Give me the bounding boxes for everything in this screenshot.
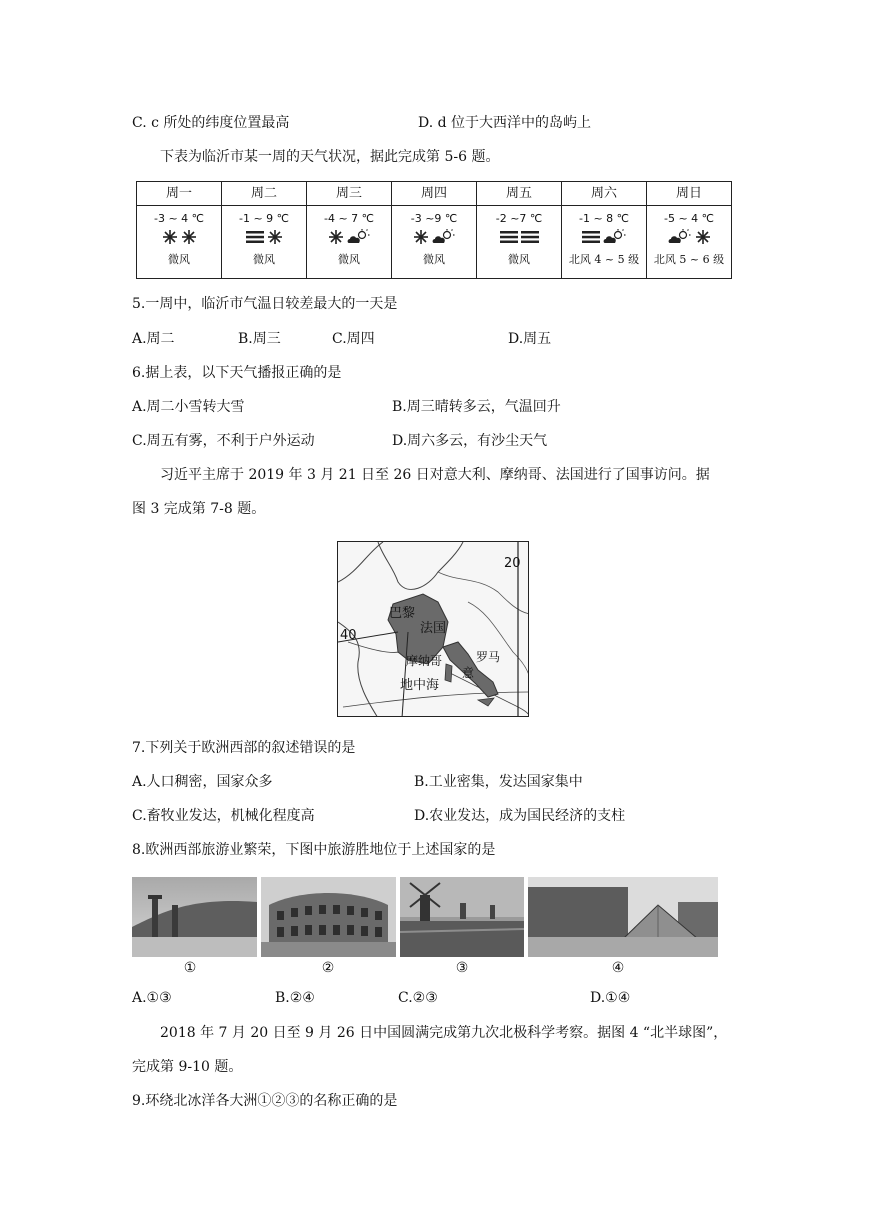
weather-temp: -3 ~ 4 ℃	[153, 212, 205, 225]
weather-temp: -5 ~ 4 ℃	[663, 212, 715, 225]
weather-wind: 北风 4 ~ 5 级	[568, 253, 640, 266]
map-label-mediterranean: 地中海	[400, 678, 440, 693]
weather-day: 周二	[222, 182, 306, 206]
weather-icons	[392, 226, 476, 252]
weather-wind: 微风	[338, 253, 360, 266]
partly-cloudy-icon	[347, 229, 371, 249]
intro-9-10-line1: 2018 年 7 月 20 日至 9 月 26 日中国圆满完成第九次北极科学考察。据图 4 “北半球图”，	[160, 1025, 728, 1041]
snow-icon	[181, 229, 197, 249]
photo-3-windmills	[400, 877, 524, 957]
weather-column	[306, 182, 391, 278]
weather-column	[646, 182, 731, 278]
weather-temp: -1 ~ 8 ℃	[578, 212, 630, 225]
map-label-lon-20: 20	[504, 556, 521, 571]
q7-stem: 7.下列关于欧洲西部的叙述错误的是	[132, 740, 356, 756]
q4-option-c: C. c 所处的纬度位置最高	[132, 115, 290, 131]
q7-option-b: B.工业密集，发达国家集中	[414, 774, 583, 790]
q8-option-c: C.②③	[398, 990, 438, 1006]
q8-option-d: D.①④	[590, 990, 631, 1006]
fog-icon	[582, 230, 600, 248]
map-label-lat-40: 40	[340, 628, 357, 643]
photo-2-colosseum	[261, 877, 396, 957]
map-label-rome: 罗马	[476, 650, 501, 664]
weather-temp: -2 ~7 ℃	[495, 212, 543, 225]
europe-map	[337, 541, 529, 717]
partly-cloudy-icon	[668, 229, 692, 249]
q8-option-a: A.①③	[132, 990, 172, 1006]
weather-day: 周六	[562, 182, 646, 206]
q5-option-d: D.周五	[508, 331, 552, 347]
q6-option-b: B.周三晴转多云，气温回升	[392, 399, 561, 415]
snow-icon	[328, 229, 344, 249]
q7-option-c: C.畜牧业发达，机械化程度高	[132, 808, 315, 824]
weather-day: 周四	[392, 182, 476, 206]
q8-stem: 8.欧洲西部旅游业繁荣，下图中旅游胜地位于上述国家的是	[132, 842, 496, 858]
q5-option-b: B.周三	[238, 331, 281, 347]
weather-table	[136, 181, 732, 279]
photo-label-2: ②	[321, 960, 335, 976]
photo-4-louvre-pyramid	[528, 877, 718, 957]
weather-wind: 微风	[508, 253, 530, 266]
intro-7-8-line1: 习近平主席于 2019 年 3 月 21 日至 26 日对意大利、摩纳哥、法国进行了国事访问。据	[160, 467, 710, 483]
photo-label-3: ③	[455, 960, 469, 976]
intro-9-10-line2: 完成第 9-10 题。	[132, 1059, 243, 1075]
weather-day: 周五	[477, 182, 561, 206]
q8-option-b: B.②④	[275, 990, 315, 1006]
q6-option-d: D.周六多云，有沙尘天气	[392, 433, 548, 449]
weather-temp: -1 ~ 9 ℃	[238, 212, 290, 225]
weather-day: 周三	[307, 182, 391, 206]
snow-icon	[695, 229, 711, 249]
map-label-france: 法国	[420, 621, 447, 636]
intro-5-6: 下表为临沂市某一周的天气状况，据此完成第 5-6 题。	[160, 149, 500, 165]
intro-7-8-line2: 图 3 完成第 7-8 题。	[132, 501, 266, 517]
weather-wind: 微风	[168, 253, 190, 266]
weather-wind: 微风	[253, 253, 275, 266]
weather-column	[391, 182, 476, 278]
weather-column	[137, 182, 221, 278]
partly-cloudy-icon	[603, 229, 627, 249]
photo-1-ancient-columns	[132, 877, 257, 957]
snow-icon	[413, 229, 429, 249]
weather-column	[221, 182, 306, 278]
q9-stem: 9.环绕北冰洋各大洲①②③的名称正确的是	[132, 1093, 398, 1109]
q6-option-c: C.周五有雾，不利于户外运动	[132, 433, 315, 449]
weather-column	[476, 182, 561, 278]
photo-label-1: ①	[183, 960, 197, 976]
weather-icons	[647, 226, 731, 252]
q7-option-d: D.农业发达，成为国民经济的支柱	[414, 808, 626, 824]
weather-temp: -3 ~9 ℃	[410, 212, 458, 225]
snow-icon	[267, 229, 283, 249]
q5-option-a: A.周二	[132, 331, 175, 347]
fog-icon	[521, 230, 539, 248]
weather-icons	[137, 226, 221, 252]
weather-wind: 微风	[423, 253, 445, 266]
fog-icon	[246, 230, 264, 248]
weather-wind: 北风 5 ~ 6 级	[653, 253, 725, 266]
weather-day: 周日	[647, 182, 731, 206]
map-label-monaco: 摩纳哥	[406, 654, 443, 668]
q6-stem: 6.据上表，以下天气播报正确的是	[132, 365, 342, 381]
weather-icons	[222, 226, 306, 252]
q5-option-c: C.周四	[332, 331, 375, 347]
q5-stem: 5.一周中，临沂市气温日较差最大的一天是	[132, 296, 398, 312]
weather-temp: -4 ~ 7 ℃	[323, 212, 375, 225]
q6-option-a: A.周二小雪转大雪	[132, 399, 245, 415]
weather-day: 周一	[137, 182, 221, 206]
q4-option-d: D. d 位于大西洋中的岛屿上	[418, 115, 592, 131]
weather-icons	[307, 226, 391, 252]
partly-cloudy-icon	[432, 229, 456, 249]
photo-label-4: ④	[611, 960, 625, 976]
map-label-paris: 巴黎	[389, 606, 416, 621]
weather-icons	[562, 226, 646, 252]
q7-option-a: A.人口稠密，国家众多	[132, 774, 273, 790]
fog-icon	[500, 230, 518, 248]
weather-icons	[477, 226, 561, 252]
map-label-italy: 意	[462, 666, 475, 680]
snow-icon	[162, 229, 178, 249]
weather-column	[561, 182, 646, 278]
